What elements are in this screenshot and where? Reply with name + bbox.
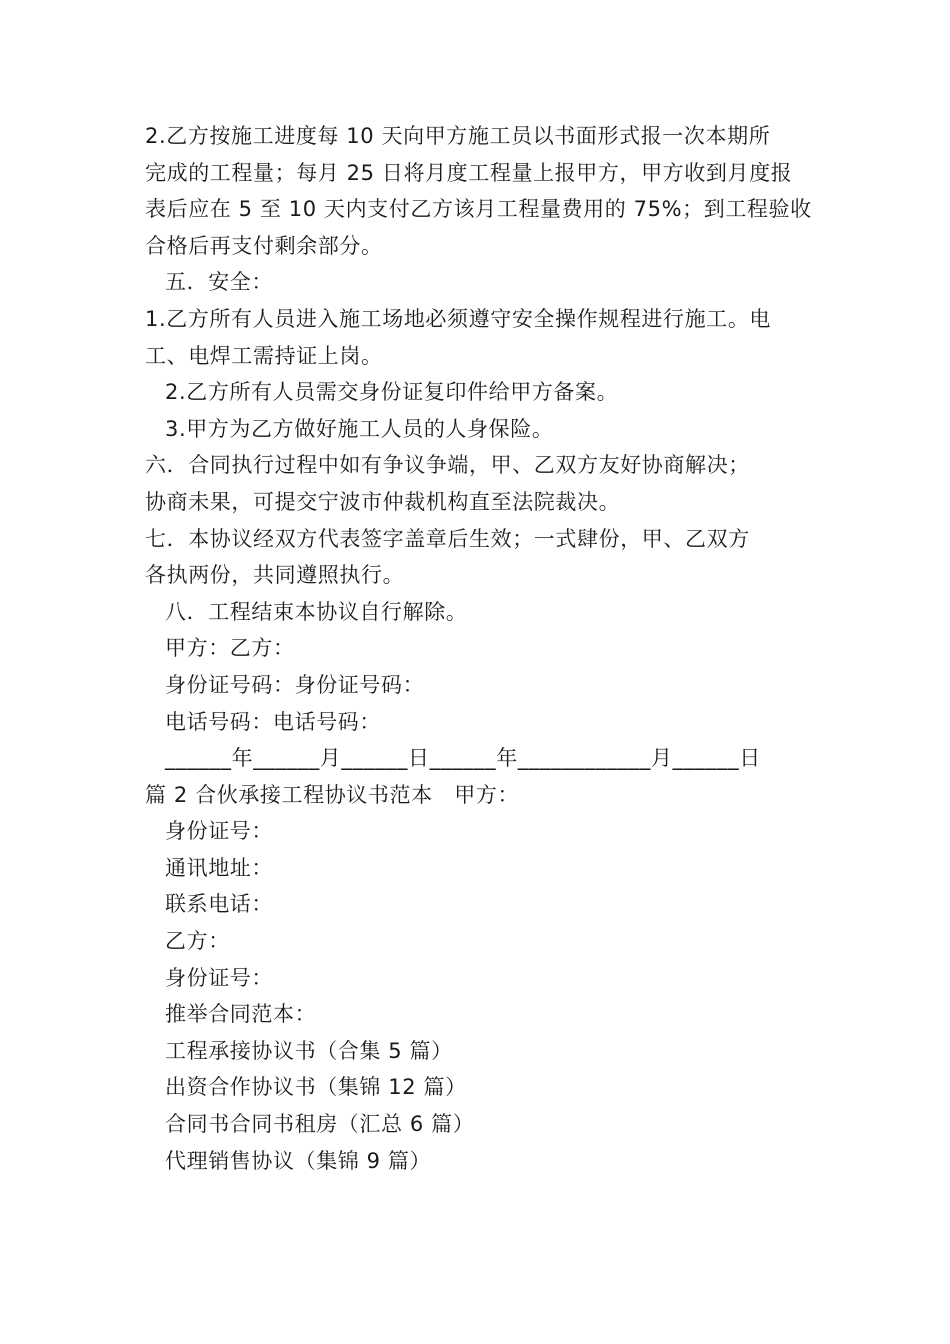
field-contact-phone: 联系电话： bbox=[165, 892, 273, 917]
signature-date-line: ______年______月______日______年____________月______日 bbox=[165, 746, 761, 771]
paragraph-safety-1 bbox=[145, 301, 825, 374]
paragraph-effectiveness bbox=[145, 521, 825, 594]
text-line: 协商未果，可提交宁波市仲裁机构直至法院裁决。 bbox=[145, 489, 621, 514]
text-line: 表后应在 5 至 10 天内支付乙方该月工程量费用的 75%；到工程验收 bbox=[145, 197, 812, 222]
heading-safety: 五．安全： bbox=[165, 270, 273, 295]
paragraph-termination: 八．工程结束本协议自行解除。 bbox=[165, 599, 468, 624]
field-address: 通讯地址： bbox=[165, 855, 273, 880]
recommend-heading: 推举合同范本： bbox=[165, 1002, 317, 1027]
recommend-item[interactable]: 代理销售协议（集锦 9 篇） bbox=[165, 1148, 432, 1173]
document-body bbox=[145, 118, 825, 1179]
paragraph-safety-2: 2.乙方所有人员需交身份证复印件给甲方备案。 bbox=[165, 380, 619, 405]
recommend-item[interactable]: 出资合作协议书（集锦 12 篇） bbox=[165, 1075, 467, 1100]
paragraph-payment-schedule bbox=[145, 118, 825, 264]
paragraph-disputes bbox=[145, 447, 825, 520]
text-line: 七．本协议经双方代表签字盖章后生效；一式肆份，甲、乙双方 bbox=[145, 526, 750, 551]
section-2-title: 篇 2 合伙承接工程协议书范本 甲方： bbox=[145, 782, 520, 807]
recommend-item[interactable]: 合同书合同书租房（汇总 6 篇） bbox=[165, 1112, 475, 1137]
text-line: 各执两份，共同遵照执行。 bbox=[145, 563, 405, 588]
text-line: 工、电焊工需持证上岗。 bbox=[145, 343, 383, 368]
signature-id-numbers: 身份证号码：身份证号码： bbox=[165, 672, 425, 697]
text-line: 1.乙方所有人员进入施工场地必须遵守安全操作规程进行施工。电 bbox=[145, 306, 772, 331]
field-id-number: 身份证号： bbox=[165, 819, 273, 844]
text-line: 完成的工程量；每月 25 日将月度工程量上报甲方，甲方收到月度报 bbox=[145, 160, 793, 185]
recommend-item[interactable]: 工程承接协议书（合集 5 篇） bbox=[165, 1038, 453, 1063]
text-line: 六．合同执行过程中如有争议争端，甲、乙双方友好协商解决； bbox=[145, 453, 750, 478]
text-line: 2.乙方按施工进度每 10 天向甲方施工员以书面形式报一次本期所 bbox=[145, 124, 771, 148]
signature-phone-numbers: 电话号码：电话号码： bbox=[165, 709, 381, 734]
signature-parties: 甲方：乙方： bbox=[165, 636, 295, 661]
text-line: 合格后再支付剩余部分。 bbox=[145, 233, 383, 258]
paragraph-safety-3: 3.甲方为乙方做好施工人员的人身保险。 bbox=[165, 416, 554, 441]
field-party-b: 乙方： bbox=[165, 929, 230, 954]
field-id-number-b: 身份证号： bbox=[165, 965, 273, 990]
